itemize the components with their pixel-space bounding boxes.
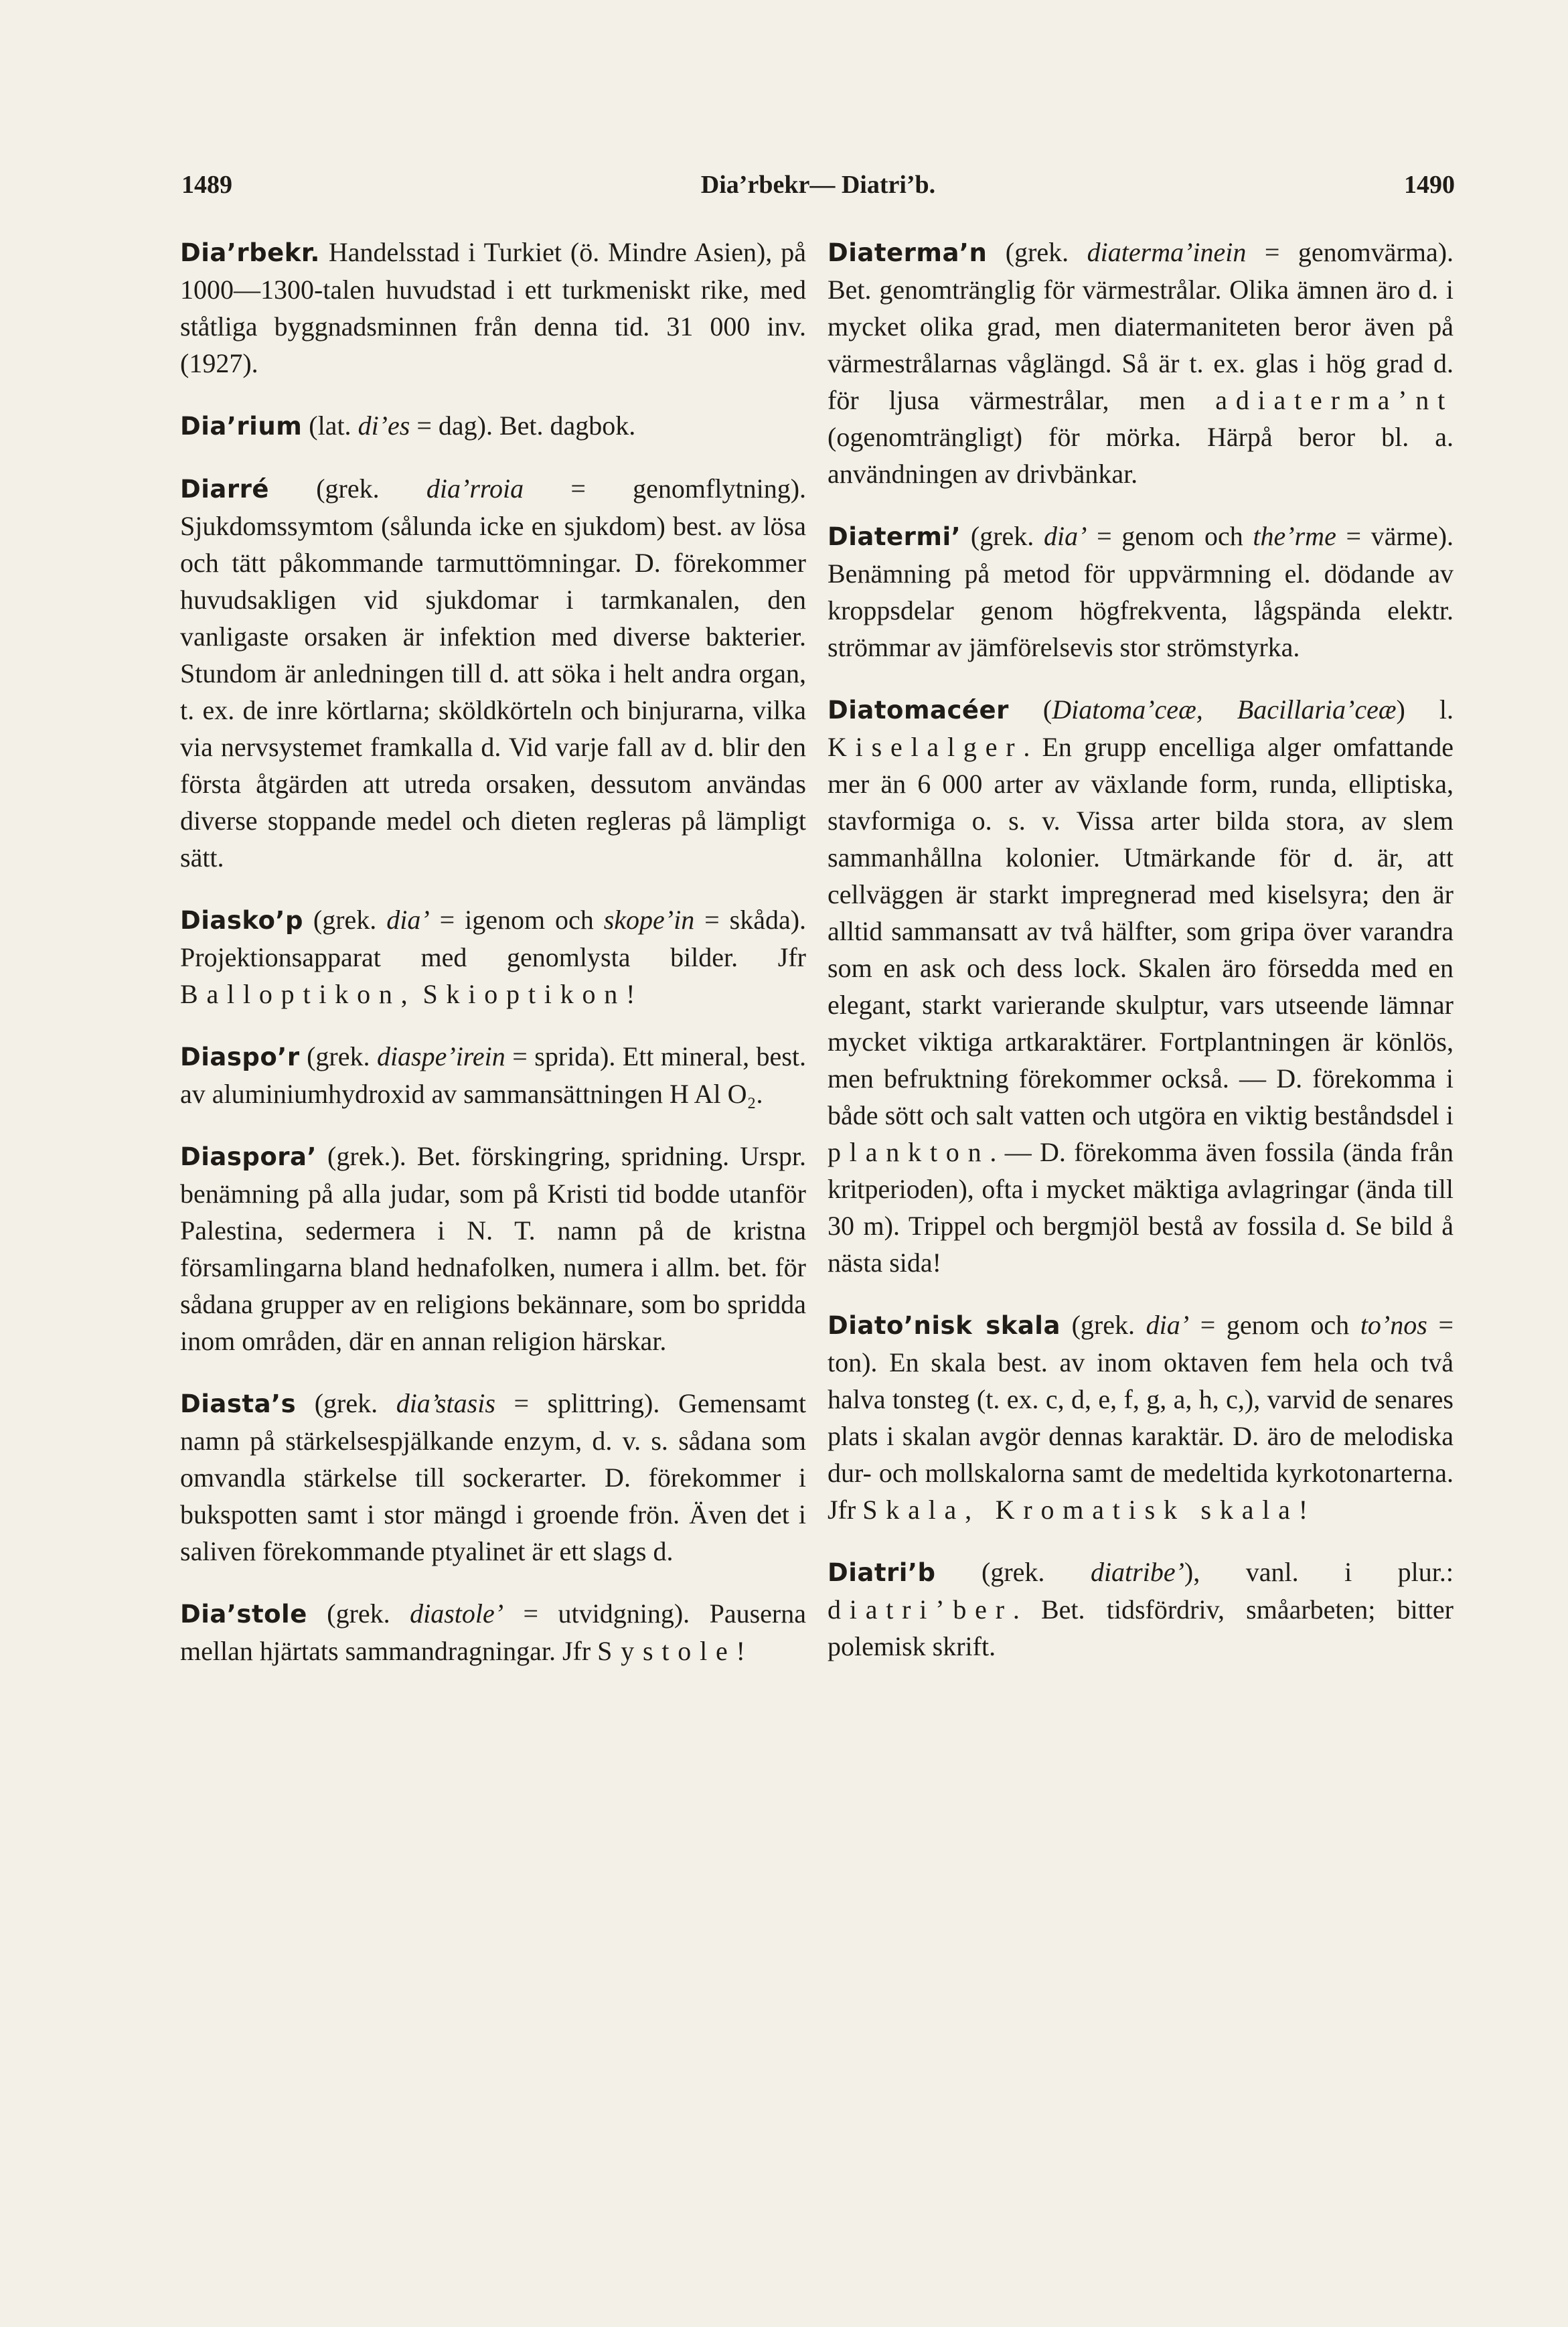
entry-text: = genom och (1097, 521, 1243, 551)
headword: Diatermi’ (828, 522, 961, 551)
entry-diatrib (828, 1554, 1454, 1665)
headword: Diasta’s (180, 1390, 297, 1418)
headword: Diaspo’r (180, 1043, 300, 1071)
entry-diatonisk-skala (828, 1306, 1454, 1528)
entry-text: = splittring). Gemensamt namn på stärkelsespjälkande enzym, d. v. s. sådana som omvandla stärkelse till sockerarter. D. förekommer i bukspotten samt i stor mängd i groende frön. Även det i saliven förekommande ptyalinet är ett slags d. (180, 1388, 807, 1566)
cross-reference: Skioptikon (422, 979, 627, 1009)
entry-diaspor (180, 1038, 806, 1112)
entry-text: (grek. (314, 1388, 378, 1418)
entry-text: = värme). Benämning på metod för uppvärmning el. dödande av kroppsdelar genom högfrekventa, lågspända elektr. strömmar av jämförelsevis stor strömstyrka. (828, 521, 1454, 662)
entry-text: ! (736, 1636, 745, 1666)
entry-text: (grek. (970, 521, 1034, 551)
etymon: the’rme (1253, 521, 1336, 551)
entry-text: . En grupp encelliga alger omfattande mer än 6 000 arter av växlande form, runda, elliptiska, stavformiga o. s. v. Vissa arter bilda stora, av slem sammanhållna kolonier. Utmärkande för d. är, att cellväggen är starkt impregnerad med kiselsyra; den är alltid sammansatt av två hälfter, som gripa över varandra som en ask och dess lock. Skalen äro försedda med en elegant, starkt varierande skulptur, vars utseende lämnar mycket viktiga artkaraktärer. Fortplantningen är könlös, men befruktning förekommer också. — D. förekomma i både sött och salt vatten och utgöra en viktig beståndsdel i (828, 732, 1454, 1130)
entry-diatomaceer (828, 691, 1454, 1281)
etymon: dia’ (386, 905, 430, 935)
etymon: skope’in (603, 905, 695, 935)
entry-text: = genomvärma). Bet. genomtränglig för värmestrålar. Olika ämnen äro d. i mycket olika grad, men diatermaniteten beror även på värmestrålarnas våglängd. Så är t. ex. glas i hög grad d. för ljusa värmestrålar, men (828, 237, 1454, 415)
cross-reference: Systole (597, 1636, 736, 1666)
entry-text: = genomflytning). Sjukdomssymtom (sålunda icke en sjukdom) best. av lösa och tätt påkommande tarmuttömningar. D. förekommer huvudsakligen vid sjukdomar i tarmkanalen, den vanligaste orsaken är infektion med diverse bakterier. Stundom är anledningen till d. att söka i helt andra organ, t. ex. de inre körtlarna; sköldkörteln och binjurarna, vilka via nervsystemet framkalla d. Vid varje fall av d. blir den första åtgärden att utreda orsaken, dessutom användas diverse stoppande medel och dieten regleras på lämpligt sätt. (180, 473, 807, 873)
entry-text: ( (1042, 694, 1052, 725)
entry-text: ! (1298, 1495, 1308, 1525)
entry-text: . Bet. tidsfördriv, småarbeten; bitter polemisk skrift. (828, 1594, 1454, 1661)
headword: Dia’rbekr. (180, 238, 320, 267)
cross-reference: Kiselalger (828, 732, 1024, 762)
entry-diarre (180, 470, 806, 876)
headword: Diato’nisk skala (828, 1311, 1061, 1340)
entry-text: (grek. (313, 905, 377, 935)
entry-text: ! (626, 979, 635, 1009)
page-number-left: 1489 (181, 171, 232, 199)
entry-text: (grek.). Bet. förskingring, spridning. Urspr. benämning på alla judar, som på Kristi tid bodde utanför Palestina, sedermera i N. T. namn på de kristna församlingarna bland hednafolken, numera i allm. bet. för sådana grupper av en religions bekännare, som bo spridda inom områden, där en annan religion härskar. (180, 1141, 806, 1356)
etymon: di’es (358, 410, 410, 441)
running-head: Dia’rbekr— Diatri’b. (700, 171, 936, 199)
entry-text: = sprida). Ett mineral, best. av aluminiumhydroxid av sammansättningen H Al O₂. (180, 1041, 806, 1109)
headword: Dia’rium (180, 412, 303, 441)
cross-reference: Skala, Kromatisk skala (862, 1495, 1299, 1525)
entry-text: (grek. (327, 1598, 390, 1629)
etymon: dia’ (1044, 521, 1087, 551)
entry-diaspora (180, 1138, 806, 1359)
entry-text: = genom och (1200, 1310, 1350, 1340)
right-column (828, 234, 1454, 1690)
entry-diarbekr (180, 234, 806, 382)
entry-text: (grek. (316, 473, 380, 504)
entry-text: (grek. (982, 1557, 1045, 1587)
entry-text: = dag). Bet. dagbok. (416, 410, 636, 441)
headword: Diarré (180, 475, 269, 504)
entry-text: (grek. (307, 1041, 370, 1071)
entry-diastole (180, 1595, 806, 1669)
cross-reference: diatri’ber (828, 1594, 1013, 1625)
headword: Diatomacéer (828, 696, 1009, 725)
etymon: dia’stasis (396, 1388, 495, 1418)
etymon: diatribe’ (1090, 1557, 1184, 1587)
cross-reference: adiaterma’nt (1215, 385, 1454, 415)
entry-diaterman (828, 234, 1454, 492)
headword: Diaspora’ (180, 1142, 317, 1171)
entry-text: = skåda). Projektionsapparat med genomlysta bilder. Jfr (180, 905, 807, 972)
entry-text: Handelsstad i Turkiet (ö. Mindre Asien), på 1000—1300-talen huvudstad i ett turkmeniskt rike, med ståtliga byggnadsminnen från denna tid. 31 000 inv. (1927). (180, 237, 806, 378)
latin-name: Diatoma’ceæ, Bacillaria’ceæ (1052, 694, 1397, 725)
headword: Diatri’b (828, 1558, 936, 1587)
page-number-right: 1490 (1404, 171, 1455, 199)
entry-text: (ogenomträngligt) för mörka. Härpå beror bl. a. användningen av drivbänkar. (828, 422, 1454, 489)
entry-text: ), vanl. i plur.: (1184, 1557, 1454, 1587)
cross-reference: Balloptikon, (180, 979, 416, 1009)
entry-diarium (180, 407, 806, 445)
headword: Diasko’p (180, 906, 303, 935)
entry-diastas (180, 1385, 806, 1570)
entry-text: (grek. (1005, 237, 1069, 267)
entry-text: ) l. (1396, 694, 1454, 725)
entry-text: = igenom och (439, 905, 594, 935)
entry-text: = ton). En skala best. av inom oktaven fem hela och två halva tonsteg (t. ex. c, d, e, f, g, a, h, c,), varvid de senares plats i skalan avgör dennas karaktär. D. äro de melodiska dur- och mollskalorna samt de medeltida kyrkotonarterna. Jfr (828, 1310, 1454, 1525)
cross-reference: plankton (828, 1137, 990, 1167)
etymon: diaspe’irein (376, 1041, 505, 1071)
entry-text: . — D. förekomma även fossila (ända från kritperioden), ofta i mycket mäktiga avlagringar (ända till 30 m). Trippel och bergmjöl bestå av fossila d. Se bild å nästa sida! (828, 1137, 1454, 1278)
entry-text: (lat. (309, 410, 351, 441)
etymon: diaterma’inein (1087, 237, 1247, 267)
headword: Dia’stole (180, 1600, 307, 1629)
page-header (181, 170, 1455, 210)
headword: Diaterma’n (828, 238, 988, 267)
etymon: to’nos (1360, 1310, 1427, 1340)
etymon: diastole’ (410, 1598, 504, 1629)
entry-diaskop (180, 901, 806, 1012)
entry-text: (grek. (1071, 1310, 1135, 1340)
entry-diatermi (828, 518, 1454, 666)
left-column (180, 234, 806, 1695)
etymon: dia’rroia (426, 473, 524, 504)
entry-text: = utvidgning). Pauserna mellan hjärtats sammandragningar. Jfr (180, 1598, 807, 1666)
etymon: dia’ (1146, 1310, 1190, 1340)
